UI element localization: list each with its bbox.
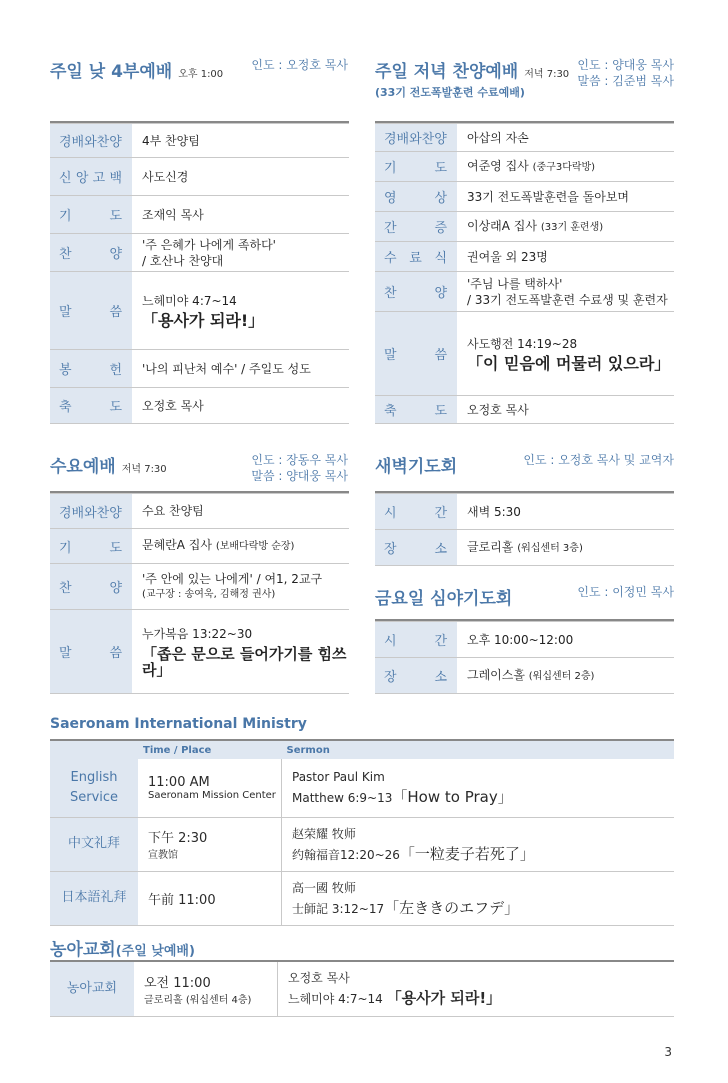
- fri-heading: [375, 584, 512, 609]
- dawn-table: [375, 493, 674, 566]
- wed-lead-1: 인도 : 장동우 목사: [251, 453, 348, 467]
- row-label: 시 간: [375, 622, 457, 658]
- table-row: [375, 212, 674, 242]
- row-label: 신 앙 고 백: [50, 158, 132, 196]
- sunEve-lead-1: 인도 : 양대웅 목사: [577, 58, 674, 72]
- table-row: [375, 182, 674, 212]
- row-text: 33기 전도폭발훈련을 돌아보며: [457, 182, 674, 212]
- row-note: (워십센터 2층): [528, 670, 595, 682]
- sunEve-lead: [577, 57, 674, 89]
- fri-lead: 인도 : 이정민 목사: [577, 585, 674, 599]
- scripture: 士師記 3:12~17: [292, 901, 385, 916]
- page-number: 3: [664, 1045, 672, 1059]
- row-text: 권여울 외 23명: [457, 242, 674, 272]
- scripture: 约翰福音12:20~26: [292, 847, 400, 862]
- preacher: 오정호 목사: [288, 971, 350, 986]
- row-text: 이상래A 집사: [467, 218, 537, 233]
- table-row: [50, 817, 674, 871]
- row-label: 찬 양: [50, 564, 132, 610]
- service-time: 오전 11:00: [144, 975, 211, 991]
- row-text: 아삽의 자손: [457, 124, 674, 152]
- row-text: '나의 피난처 예수' / 주일도 성도: [132, 350, 349, 388]
- scripture: 사도행전 14:19~28: [467, 336, 578, 351]
- scripture: 느헤미야 4:7~14: [288, 992, 383, 1007]
- sunEve-subtitle: (33기 전도폭발훈련 수료예배): [375, 86, 525, 99]
- sunEve-title: 주일 저녁 찬양예배: [375, 62, 519, 82]
- table-row: [375, 494, 674, 530]
- table-row: [375, 396, 674, 424]
- row-label: 기 도: [375, 152, 457, 182]
- intl-table: [50, 741, 674, 926]
- table-row: [375, 658, 674, 694]
- row-label: 中文礼拜: [50, 817, 138, 871]
- service-time: 下午 2:30: [148, 831, 208, 846]
- wed-lead-2: 말씀 : 양대웅 목사: [251, 469, 348, 483]
- nonga-paren: (주일 낮예배): [115, 944, 195, 959]
- sun4-table: [50, 123, 349, 424]
- row-text-2: / 33기 전도폭발훈련 수료생 및 훈련자: [467, 292, 668, 307]
- row-label: 日本語礼拜: [50, 871, 138, 925]
- table-row: [375, 622, 674, 658]
- fri-table: [375, 621, 674, 694]
- row-label: 간 증: [375, 212, 457, 242]
- row-label: 말 씀: [375, 312, 457, 396]
- row-text-2: / 호산나 찬양대: [142, 253, 224, 268]
- sermon-title: 「좁은 문으로 들어가기를 힘쓰라」: [142, 644, 347, 679]
- row-text: 오정호 목사: [457, 396, 674, 424]
- table-row: [375, 312, 674, 396]
- row-note: (중구3다락방): [532, 161, 596, 173]
- wed-table: [50, 493, 349, 694]
- row-label: English Service: [50, 759, 138, 817]
- intl-header-row: [50, 741, 674, 759]
- service-time: 午前 11:00: [148, 892, 216, 908]
- row-text: '주 안에 있는 나에게' / 여1, 2교구: [142, 571, 323, 586]
- sun4-title: 주일 낮 4부예배: [50, 62, 173, 82]
- row-note: (보배다락방 순장): [215, 541, 295, 552]
- row-label: 축 도: [50, 388, 132, 424]
- sermon-title: 「이 믿음에 머물러 있으라」: [467, 353, 671, 373]
- scripture: 느헤미야 4:7~14: [142, 293, 237, 308]
- row-label: 장 소: [375, 530, 457, 566]
- wed-time: 저녁 7:30: [121, 464, 167, 475]
- table-row: [375, 272, 674, 312]
- col-sermon: Sermon: [282, 741, 675, 759]
- row-label: 수 료 식: [375, 242, 457, 272]
- row-text: '주 은혜가 나에게 족하다': [142, 237, 276, 252]
- table-row: [50, 962, 674, 1016]
- table-row: [50, 494, 349, 529]
- dawn-heading: [375, 452, 457, 477]
- preacher: 高一國 牧师: [292, 880, 356, 895]
- table-row: [50, 610, 349, 694]
- table-row: [50, 388, 349, 424]
- table-row: [50, 158, 349, 196]
- row-label: 경배와찬양: [375, 124, 457, 152]
- row-text: 여준영 집사: [467, 158, 529, 173]
- row-text: 4부 찬양팀: [132, 124, 349, 158]
- row-label: 경배와찬양: [50, 124, 132, 158]
- table-row: [50, 871, 674, 925]
- sunEve-heading: [375, 57, 569, 100]
- nonga-title: 농아교회: [50, 940, 116, 960]
- service-place: Saeronam Mission Center: [148, 789, 276, 801]
- row-label: 기 도: [50, 529, 132, 564]
- wed-heading: [50, 452, 167, 477]
- sun4-lead: 인도 : 오정호 목사: [251, 58, 348, 72]
- wed-lead: [251, 452, 348, 484]
- row-note: (워십센터 3층): [517, 542, 583, 554]
- row-text: 글로리홀: [467, 539, 514, 554]
- nonga-heading: [50, 935, 195, 960]
- row-text: 오정호 목사: [132, 388, 349, 424]
- row-label: 축 도: [375, 396, 457, 424]
- row-label: 장 소: [375, 658, 457, 694]
- row-text: 조재익 목사: [132, 196, 349, 234]
- fri-title: 금요일 심야기도회: [375, 589, 513, 609]
- row-note: (33기 훈련생): [540, 221, 604, 233]
- table-row: [50, 350, 349, 388]
- service-time: 11:00 AM: [148, 774, 210, 790]
- col-time-place: Time / Place: [138, 741, 282, 759]
- row-text: 수요 찬양팀: [132, 494, 349, 529]
- row-label: 봉 헌: [50, 350, 132, 388]
- sunEve-lead-2: 말씀 : 김준범 목사: [577, 74, 674, 88]
- table-row: [375, 530, 674, 566]
- nonga-table: [50, 962, 674, 1017]
- row-label: 시 간: [375, 494, 457, 530]
- sermon-title: 「용사가 되라!」: [386, 989, 502, 1008]
- row-text-2: (교구장 : 송여욱, 김해정 권사): [142, 588, 276, 600]
- preacher: Pastor Paul Kim: [292, 770, 385, 785]
- sun4-heading: [50, 57, 223, 82]
- table-row: [50, 234, 349, 272]
- table-row: [50, 529, 349, 564]
- service-place: 글로리홀 (워십센터 4층): [144, 994, 252, 1006]
- row-label: 찬 양: [375, 272, 457, 312]
- row-label: 농아교회: [50, 962, 134, 1016]
- row-label: 기 도: [50, 196, 132, 234]
- row-text: 새벽 5:30: [457, 494, 674, 530]
- table-row: [50, 196, 349, 234]
- row-text: 그레이스홀: [467, 667, 525, 682]
- table-row: [50, 564, 349, 610]
- table-row: [375, 242, 674, 272]
- table-row: [50, 272, 349, 350]
- intl-title: Saeronam International Ministry: [50, 716, 307, 732]
- table-row: [375, 152, 674, 182]
- sun4-time: 오후 1:00: [178, 69, 224, 80]
- row-label: 경배와찬양: [50, 494, 132, 529]
- row-text: 사도신경: [132, 158, 349, 196]
- sermon-title: 「左ききのエフデ」: [384, 898, 520, 917]
- table-row: [50, 759, 674, 817]
- row-text: 문혜란A 집사: [142, 538, 212, 552]
- row-text: '주님 나를 택하사': [467, 276, 563, 291]
- service-place: 宣教馆: [148, 850, 178, 861]
- row-label: 말 씀: [50, 610, 132, 694]
- table-row: [375, 124, 674, 152]
- dawn-lead: 인도 : 오정호 목사 및 교역자: [523, 453, 674, 467]
- scripture: Matthew 6:9~13: [292, 791, 393, 806]
- table-row: [50, 124, 349, 158]
- sermon-title: 「How to Pray」: [392, 788, 513, 807]
- preacher: 赵荣耀 牧师: [292, 826, 356, 841]
- scripture: 누가복음 13:22~30: [142, 626, 253, 641]
- sunEve-time: 저녁 7:30: [524, 69, 570, 80]
- row-label: 영 상: [375, 182, 457, 212]
- row-text: 오후 10:00~12:00: [457, 622, 674, 658]
- row-label: 말 씀: [50, 272, 132, 350]
- wed-title: 수요예배: [50, 457, 116, 477]
- sermon-title: 「용사가 되라!」: [142, 310, 265, 330]
- sermon-title: 「一粒麦子若死了」: [399, 844, 535, 863]
- row-label: 찬 양: [50, 234, 132, 272]
- sunEve-table: [375, 123, 674, 424]
- dawn-title: 새벽기도회: [375, 457, 458, 477]
